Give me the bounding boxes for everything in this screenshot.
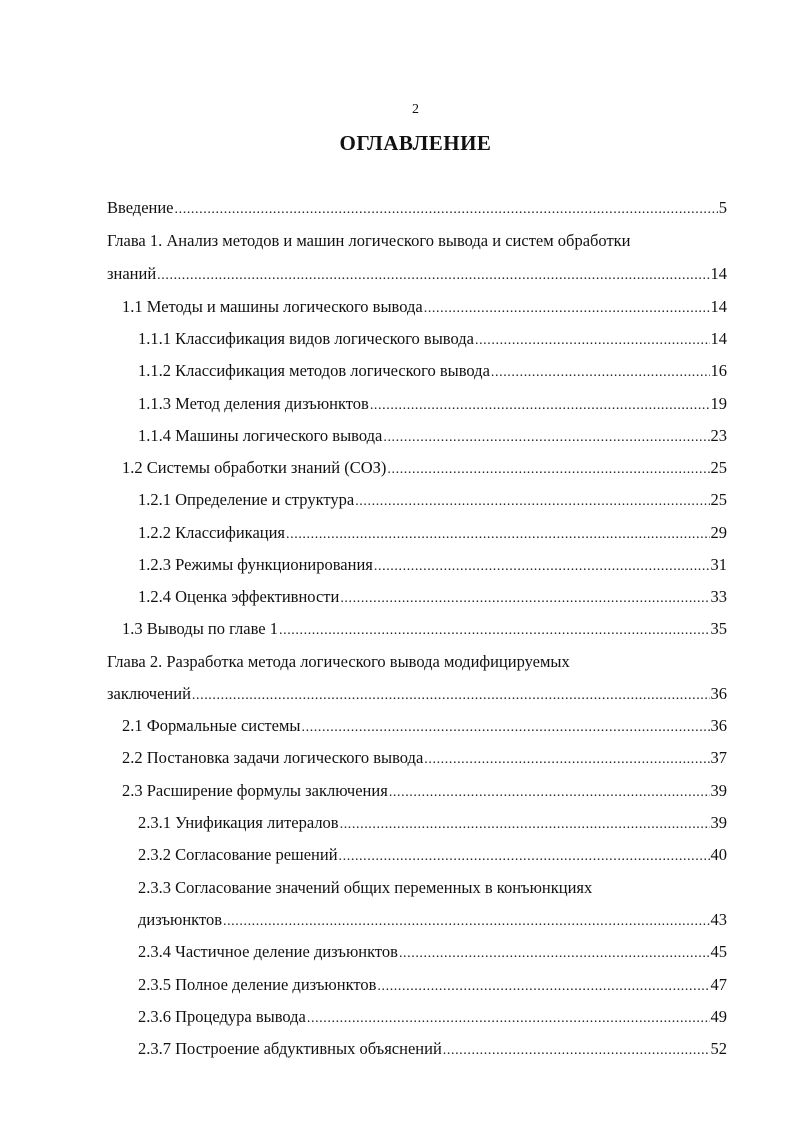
toc-leader-dots xyxy=(339,846,710,868)
toc-entry-page: 45 xyxy=(710,942,727,961)
toc-leader-dots xyxy=(424,749,709,771)
toc-entry-page: 35 xyxy=(710,619,727,638)
toc-entry-page: 40 xyxy=(710,845,727,864)
toc-entry-page: 39 xyxy=(710,813,727,832)
toc-entry-2-3-3 xyxy=(138,877,727,899)
toc-entry-text: 1.2.3 Режимы функционирования xyxy=(138,555,373,574)
toc-entry-page: 39 xyxy=(710,781,727,800)
toc-entry-page: 14 xyxy=(710,297,727,316)
toc-entry-text: дизъюнктов xyxy=(138,910,222,929)
toc-entry-1-2-2 xyxy=(138,522,727,546)
toc-entry-2-3 xyxy=(122,780,727,804)
toc-leader-dots xyxy=(374,556,710,578)
toc-entry-text: 1.1.2 Классификация методов логического вывода xyxy=(138,361,490,380)
page-title: ОГЛАВЛЕНИЕ xyxy=(339,131,492,155)
toc-leader-dots xyxy=(475,330,710,352)
toc-entry-text: Глава 2. Разработка метода логического вывода модифицируемых xyxy=(107,652,570,671)
toc-entry-text: 2.3.4 Частичное деление дизъюнктов xyxy=(138,942,398,961)
toc-leader-dots xyxy=(424,298,710,320)
toc-entry-2-3-7 xyxy=(138,1038,727,1062)
toc-entry-text: 2.3.5 Полное деление дизъюнктов xyxy=(138,975,377,994)
toc-leader-dots xyxy=(157,265,709,287)
toc-entry-2-3-1 xyxy=(138,812,727,836)
toc-entry-2-3-2 xyxy=(138,844,727,868)
toc-entry-text: 2.2 Постановка задачи логического вывода xyxy=(122,748,424,767)
toc-leader-dots xyxy=(340,588,709,610)
toc-entry-2-2 xyxy=(122,747,727,771)
toc-entry-text: 1.1 Методы и машины логического вывода xyxy=(122,297,423,316)
toc-entry-page: 52 xyxy=(710,1039,727,1058)
toc-entry-2-3-3-cont xyxy=(138,909,727,933)
toc-entry-introduction xyxy=(107,197,727,221)
toc-leader-dots xyxy=(383,427,709,449)
toc-entry-text: 2.3.7 Построение абдуктивных объяснений xyxy=(138,1039,442,1058)
toc-entry-1-2-4 xyxy=(138,586,727,610)
toc-leader-dots xyxy=(286,524,709,546)
toc-entry-text: 1.2.4 Оценка эффективности xyxy=(138,587,340,606)
toc-entry-1-3 xyxy=(122,618,727,642)
toc-entry-page: 14 xyxy=(710,264,727,283)
toc-entry-2-3-4 xyxy=(138,941,727,965)
toc-entry-1-1-3 xyxy=(138,393,727,417)
toc-entry-text: знаний xyxy=(107,264,157,283)
toc-entry-page: 31 xyxy=(710,555,727,574)
toc-entry-text: Введение xyxy=(107,198,174,217)
toc-entry-page: 36 xyxy=(710,716,727,735)
toc-entry-1-1-1 xyxy=(138,328,727,352)
toc-entry-page: 36 xyxy=(710,684,727,703)
toc-entry-text: 1.3 Выводы по главе 1 xyxy=(122,619,278,638)
toc-entry-1-1-2 xyxy=(138,360,727,384)
toc-entry-text: 2.3 Расширение формулы заключения xyxy=(122,781,388,800)
toc-leader-dots xyxy=(443,1040,710,1062)
toc-entry-page: 16 xyxy=(710,361,727,380)
toc-entry-text: 2.3.2 Согласование решений xyxy=(138,845,338,864)
toc-leader-dots xyxy=(355,491,709,513)
toc-entry-page: 37 xyxy=(710,748,727,767)
toc-entry-text: 1.2.2 Классификация xyxy=(138,523,286,542)
toc-entry-text: 2.3.1 Унификация литералов xyxy=(138,813,339,832)
toc-entry-chapter-2 xyxy=(107,651,727,673)
toc-entry-1-1-4 xyxy=(138,425,727,449)
toc-leader-dots xyxy=(279,620,710,642)
page-number: 2 xyxy=(412,102,419,117)
toc-entry-page: 49 xyxy=(710,1007,727,1026)
toc-leader-dots xyxy=(223,911,710,933)
toc-entry-1-2-1 xyxy=(138,489,727,513)
toc-leader-dots xyxy=(377,976,709,998)
toc-leader-dots xyxy=(307,1008,710,1030)
toc-entry-text: 1.2 Системы обработки знаний (СОЗ) xyxy=(122,458,387,477)
toc-entry-page: 43 xyxy=(710,910,727,929)
toc-entry-page: 23 xyxy=(710,426,727,445)
toc-entry-chapter-2-cont xyxy=(107,683,727,707)
toc-entry-page: 14 xyxy=(710,329,727,348)
toc-entry-1-2-3 xyxy=(138,554,727,578)
toc-entry-1-1 xyxy=(122,296,727,320)
toc-entry-text: Глава 1. Анализ методов и машин логического вывода и систем обработки xyxy=(107,231,631,250)
toc-entry-text: 1.1.4 Машины логического вывода xyxy=(138,426,383,445)
toc-entry-2-1 xyxy=(122,715,727,739)
toc-entry-text: 1.1.3 Метод деления дизъюнктов xyxy=(138,394,369,413)
toc-leader-dots xyxy=(491,362,710,384)
toc-leader-dots xyxy=(302,717,710,739)
toc-leader-dots xyxy=(399,943,710,965)
toc-entry-page: 5 xyxy=(718,198,727,217)
toc-entry-page: 33 xyxy=(710,587,727,606)
toc-entry-text: 2.1 Формальные системы xyxy=(122,716,301,735)
toc-entry-text: заключений xyxy=(107,684,191,703)
toc-leader-dots xyxy=(389,782,710,804)
toc-entry-page: 19 xyxy=(710,394,727,413)
toc-entry-2-3-6 xyxy=(138,1006,727,1030)
toc-entry-text: 1.1.1 Классификация видов логического вывода xyxy=(138,329,474,348)
toc-entry-text: 1.2.1 Определение и структура xyxy=(138,490,355,509)
toc-leader-dots xyxy=(192,685,710,707)
toc-leader-dots xyxy=(340,814,710,836)
toc-entry-page: 29 xyxy=(710,523,727,542)
toc-leader-dots xyxy=(370,395,710,417)
toc-entry-page: 25 xyxy=(710,458,727,477)
toc-leader-dots xyxy=(387,459,709,481)
toc-leader-dots xyxy=(175,199,718,221)
toc-entry-text: 2.3.6 Процедура вывода xyxy=(138,1007,306,1026)
toc-entry-page: 47 xyxy=(710,975,727,994)
toc-entry-1-2 xyxy=(122,457,727,481)
toc-entry-chapter-1-cont xyxy=(107,263,727,287)
toc-entry-chapter-1 xyxy=(107,230,727,252)
toc-entry-page: 25 xyxy=(710,490,727,509)
toc-entry-text: 2.3.3 Согласование значений общих переменных в конъюнкциях xyxy=(138,878,593,897)
toc-entry-2-3-5 xyxy=(138,974,727,998)
